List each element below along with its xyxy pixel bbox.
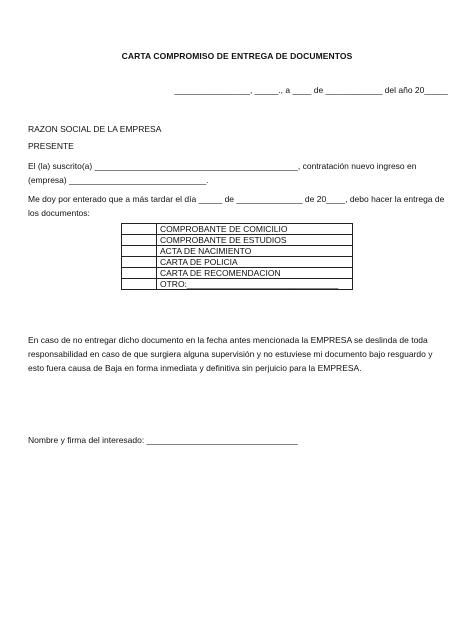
document-cell: COMPROBANTE DE ESTUDIOS (157, 235, 353, 246)
disclaimer-paragraph (28, 333, 448, 375)
document-cell: COMPROBANTE DE COMICILIO (157, 224, 353, 235)
row-number-cell (122, 257, 157, 268)
row-number-cell (122, 224, 157, 235)
table-row (122, 268, 353, 279)
commitment-line-1: Me doy por enterado que a más tardar el día _____ de ______________ de 20____, debo hacer la entrega de (28, 194, 445, 204)
disclaimer-line-2: responsabilidad en caso de que surgiera alguna supervisión y no estuviese mi documento bajo resguardo y (28, 349, 433, 359)
table-row (122, 224, 353, 235)
signature-line: Nombre y firma del interesado: ________________________________ (28, 435, 298, 445)
row-number-cell (122, 268, 157, 279)
document-cell: CARTA DE POLICIA (157, 257, 353, 268)
table-row (122, 246, 353, 257)
table-row (122, 235, 353, 246)
row-number-cell (122, 235, 157, 246)
row-number-cell (122, 279, 157, 290)
commitment-paragraph (28, 192, 448, 220)
disclaimer-line-3: esto fuera causa de Baja en forma inmediata y definitiva sin perjuicio para la EMPRESA. (28, 363, 362, 373)
document-cell: CARTA DE RECOMENDACION (157, 268, 353, 279)
date-line: ________________, _____., a ____ de ____________ del año 20_____ (174, 85, 448, 95)
commitment-line-2: los documentos: (28, 208, 90, 218)
document-title: CARTA COMPROMISO DE ENTREGA DE DOCUMENTOS (121, 51, 353, 61)
document-cell: OTRO:________________________________ (157, 279, 353, 290)
table-row (122, 257, 353, 268)
disclaimer-line-1: En caso de no entregar dicho documento en la fecha antes mencionada la EMPRESA se deslinda de toda (28, 335, 428, 345)
row-number-cell (122, 246, 157, 257)
intro-line-1: El (la) suscrito(a) ___________________________________________, contratación nuevo ingreso en (28, 161, 417, 171)
document-cell: ACTA DE NACIMIENTO (157, 246, 353, 257)
company-name: RAZON SOCIAL DE LA EMPRESA (28, 124, 162, 134)
table-row (122, 279, 353, 290)
greeting: PRESENTE (28, 141, 74, 151)
documents-table (121, 223, 353, 290)
intro-paragraph (28, 159, 448, 187)
intro-line-2: (empresa) _____________________________. (28, 175, 209, 185)
